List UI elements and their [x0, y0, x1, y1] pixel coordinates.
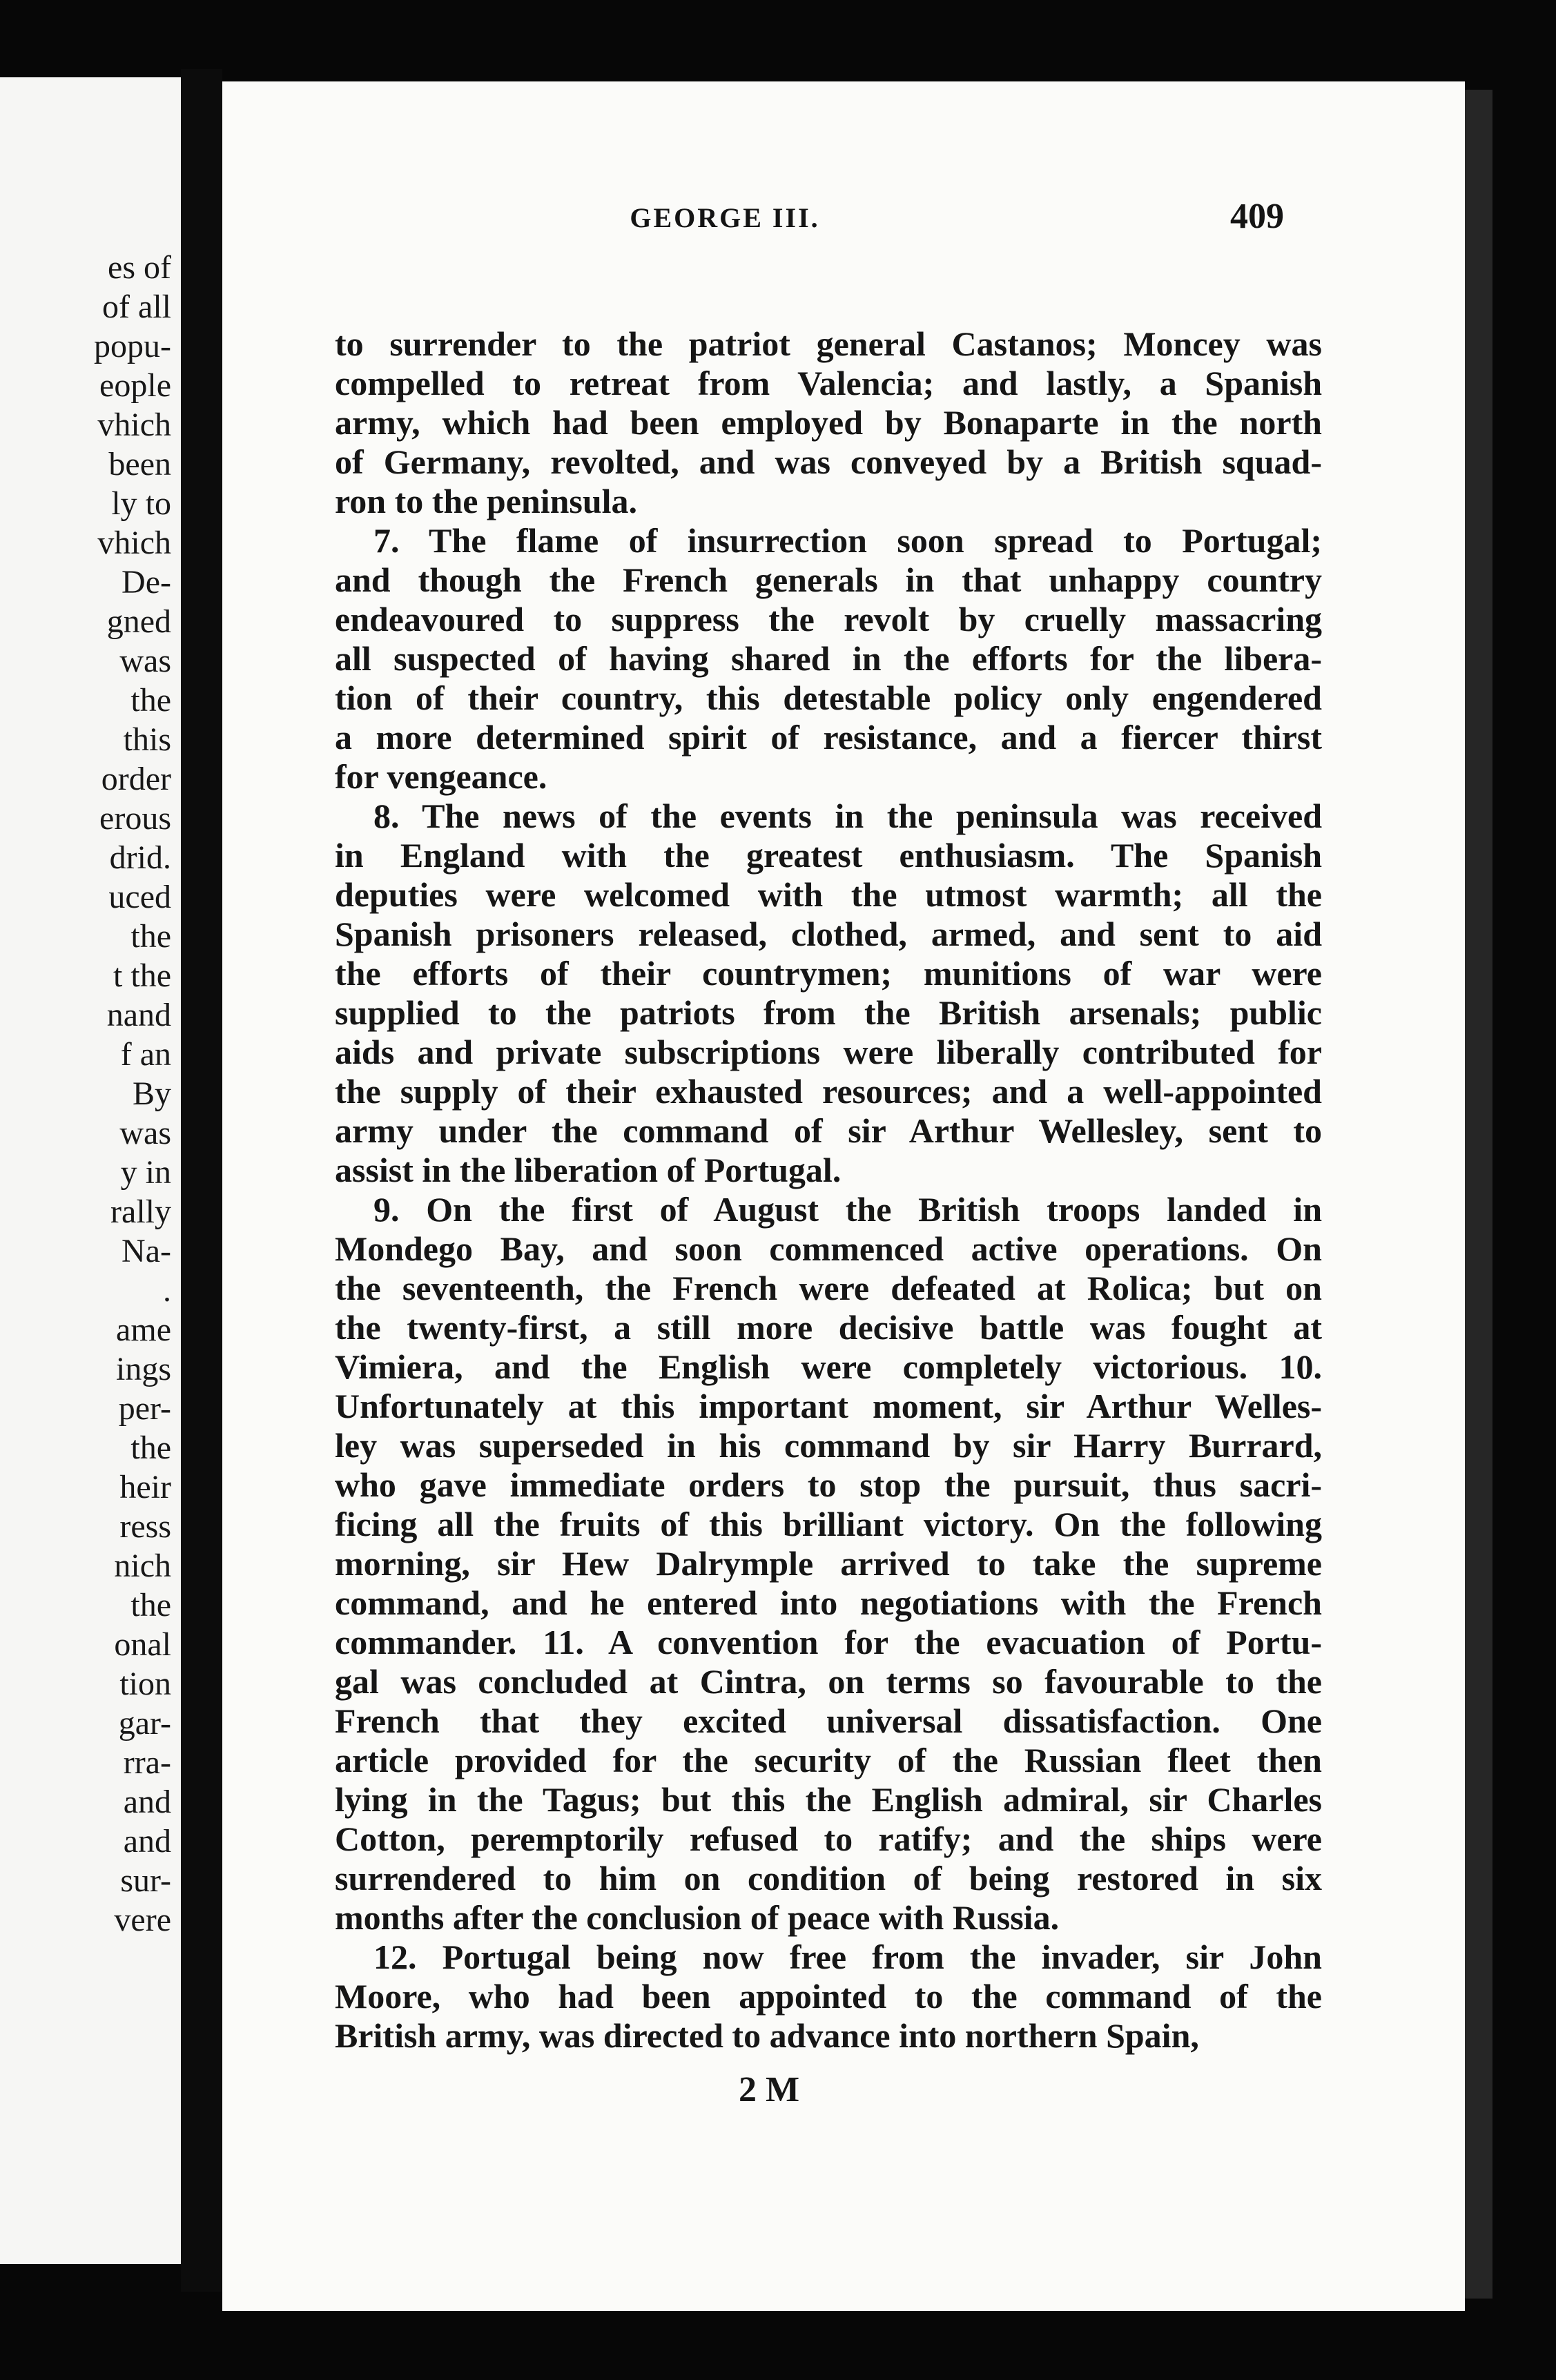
text-line: Unfortunately at this important moment, sir Arthur Welles-: [335, 1387, 1322, 1425]
page-edge-shadow: [1465, 90, 1492, 2299]
text-line: assist in the liberation of Portugal.: [335, 1151, 842, 1189]
text-line: to surrender to the patriot general Castanos; Moncey was: [335, 324, 1322, 363]
left-page-fragment: the: [130, 1430, 171, 1466]
left-page-fragment: onal: [114, 1626, 171, 1663]
text-line: 8. The news of the events in the peninsula was received: [373, 797, 1322, 835]
left-page-fragment: heir: [119, 1469, 171, 1505]
left-page-fragment: vhich: [97, 525, 171, 561]
left-page-fragment: popu-: [94, 328, 171, 364]
text-line: endeavoured to suppress the revolt by cruelly massacring: [335, 600, 1322, 638]
text-line: Moore, who had been appointed to the command of the: [335, 1977, 1322, 2016]
text-line: the supply of their exhausted resources; and a well-appointed: [335, 1072, 1322, 1111]
left-page-fragment: sur-: [120, 1862, 171, 1899]
text-line: tion of their country, this detestable policy only engendered: [335, 679, 1322, 717]
book-gutter: [181, 69, 222, 2292]
left-page-fragment: nand: [106, 997, 171, 1033]
text-line: months after the conclusion of peace with Russia.: [335, 1898, 1060, 1937]
left-page-fragment: of all: [102, 289, 171, 325]
left-page-fragment: tion: [119, 1666, 171, 1702]
left-page-fragment: was: [119, 643, 171, 679]
left-page-fragment: De-: [121, 564, 171, 601]
left-page-fragment: t the: [113, 957, 171, 994]
left-page-fragment: nich: [114, 1548, 171, 1584]
text-line: supplied to the patriots from the British arsenals; public: [335, 993, 1322, 1032]
left-page-fragment: and: [123, 1784, 171, 1820]
text-line: and though the French generals in that unhappy country: [335, 560, 1322, 599]
text-line: Cotton, peremptorily refused to ratify; and the ships were: [335, 1820, 1322, 1858]
left-page-fragment: eople: [99, 367, 171, 404]
text-line: all suspected of having shared in the efforts for the libera-: [335, 639, 1322, 678]
text-line: the twenty-first, a still more decisive battle was fought at: [335, 1308, 1322, 1347]
text-line: 7. The flame of insurrection soon spread to Portugal;: [373, 521, 1322, 560]
left-page-fragment: f an: [120, 1036, 171, 1073]
left-page-fragment: erous: [99, 800, 171, 837]
left-page-fragment: vhich: [97, 407, 171, 443]
left-page-fragment: ly to: [111, 485, 171, 522]
left-page-fragment: By: [132, 1075, 171, 1112]
text-line: lying in the Tagus; but this the English admiral, sir Charles: [335, 1780, 1322, 1819]
text-line: gal was concluded at Cintra, on terms so favourable to the: [335, 1662, 1322, 1701]
text-line: in England with the greatest enthusiasm. The Spanish: [335, 836, 1322, 875]
left-page-fragment: was: [119, 1115, 171, 1151]
left-page-fragment: order: [101, 761, 171, 797]
left-page-fragment: ame: [116, 1311, 171, 1348]
left-page-fragment: uced: [108, 879, 171, 915]
text-line: deputies were welcomed with the utmost warmth; all the: [335, 875, 1322, 914]
left-page-fragment: the: [130, 1587, 171, 1623]
text-line: ficing all the fruits of this brilliant victory. On the following: [335, 1505, 1322, 1543]
text-line: British army, was directed to advance into northern Spain,: [335, 2016, 1199, 2055]
text-line: Mondego Bay, and soon commenced active operations. On: [335, 1229, 1322, 1268]
left-page: [0, 77, 181, 2264]
text-line: Spanish prisoners released, clothed, armed, and sent to aid: [335, 915, 1322, 953]
text-line: article provided for the security of the Russian fleet then: [335, 1741, 1322, 1779]
left-page-fragment: ress: [119, 1508, 171, 1545]
text-line: the seventeenth, the French were defeated at Rolica; but on: [335, 1269, 1322, 1307]
text-line: Vimiera, and the English were completely victorious. 10.: [335, 1347, 1322, 1386]
text-line: a more determined spirit of resistance, and a fiercer thirst: [335, 718, 1322, 757]
page-number: 409: [1230, 197, 1284, 236]
left-page-fragment: vere: [114, 1902, 171, 1938]
text-line: for vengeance.: [335, 757, 547, 796]
text-line: French that they excited universal dissatisfaction. One: [335, 1701, 1322, 1740]
left-page-fragment: y in: [120, 1154, 171, 1191]
text-line: army under the command of sir Arthur Wellesley, sent to: [335, 1111, 1322, 1150]
text-line: 9. On the first of August the British troops landed in: [373, 1190, 1322, 1229]
left-page-fragment: this: [123, 721, 171, 758]
signature-mark: 2 M: [739, 2070, 800, 2109]
text-line: ron to the peninsula.: [335, 482, 638, 520]
text-line: aids and private subscriptions were liberally contributed for: [335, 1033, 1322, 1071]
text-line: morning, sir Hew Dalrymple arrived to take the supreme: [335, 1544, 1322, 1583]
left-page-fragment: the: [130, 918, 171, 955]
left-page-fragment: .: [163, 1272, 171, 1309]
left-page-fragment: rally: [110, 1193, 171, 1230]
text-line: compelled to retreat from Valencia; and lastly, a Spanish: [335, 364, 1322, 402]
running-title: GEORGE III.: [630, 202, 820, 233]
left-page-fragment: gar-: [118, 1705, 171, 1742]
left-page-fragment: rra-: [123, 1744, 171, 1781]
text-line: the efforts of their countrymen; munitions of war were: [335, 954, 1322, 993]
left-page-fragment: been: [108, 446, 171, 482]
text-line: surrendered to him on condition of being restored in six: [335, 1859, 1322, 1898]
left-page-fragment: per-: [118, 1390, 171, 1427]
left-page-fragment: the: [130, 682, 171, 719]
text-line: ley was superseded in his command by sir Harry Burrard,: [335, 1426, 1322, 1465]
text-line: who gave immediate orders to stop the pursuit, thus sacri-: [335, 1465, 1322, 1504]
text-line: command, and he entered into negotiations with the French: [335, 1583, 1322, 1622]
body-text: [335, 324, 1322, 2056]
text-line: of Germany, revolted, and was conveyed by a British squad-: [335, 442, 1322, 481]
left-page-fragment: drid.: [109, 839, 171, 876]
left-page-fragment: ings: [115, 1351, 171, 1387]
left-page-fragment: Na-: [121, 1233, 171, 1269]
left-page-fragment: es of: [108, 249, 171, 286]
left-page-fragment: gned: [106, 603, 171, 640]
text-line: army, which had been employed by Bonaparte in the north: [335, 403, 1322, 442]
text-line: commander. 11. A convention for the evacuation of Portu-: [335, 1623, 1322, 1661]
text-line: 12. Portugal being now free from the invader, sir John: [373, 1938, 1322, 1976]
left-page-fragment: and: [123, 1823, 171, 1860]
